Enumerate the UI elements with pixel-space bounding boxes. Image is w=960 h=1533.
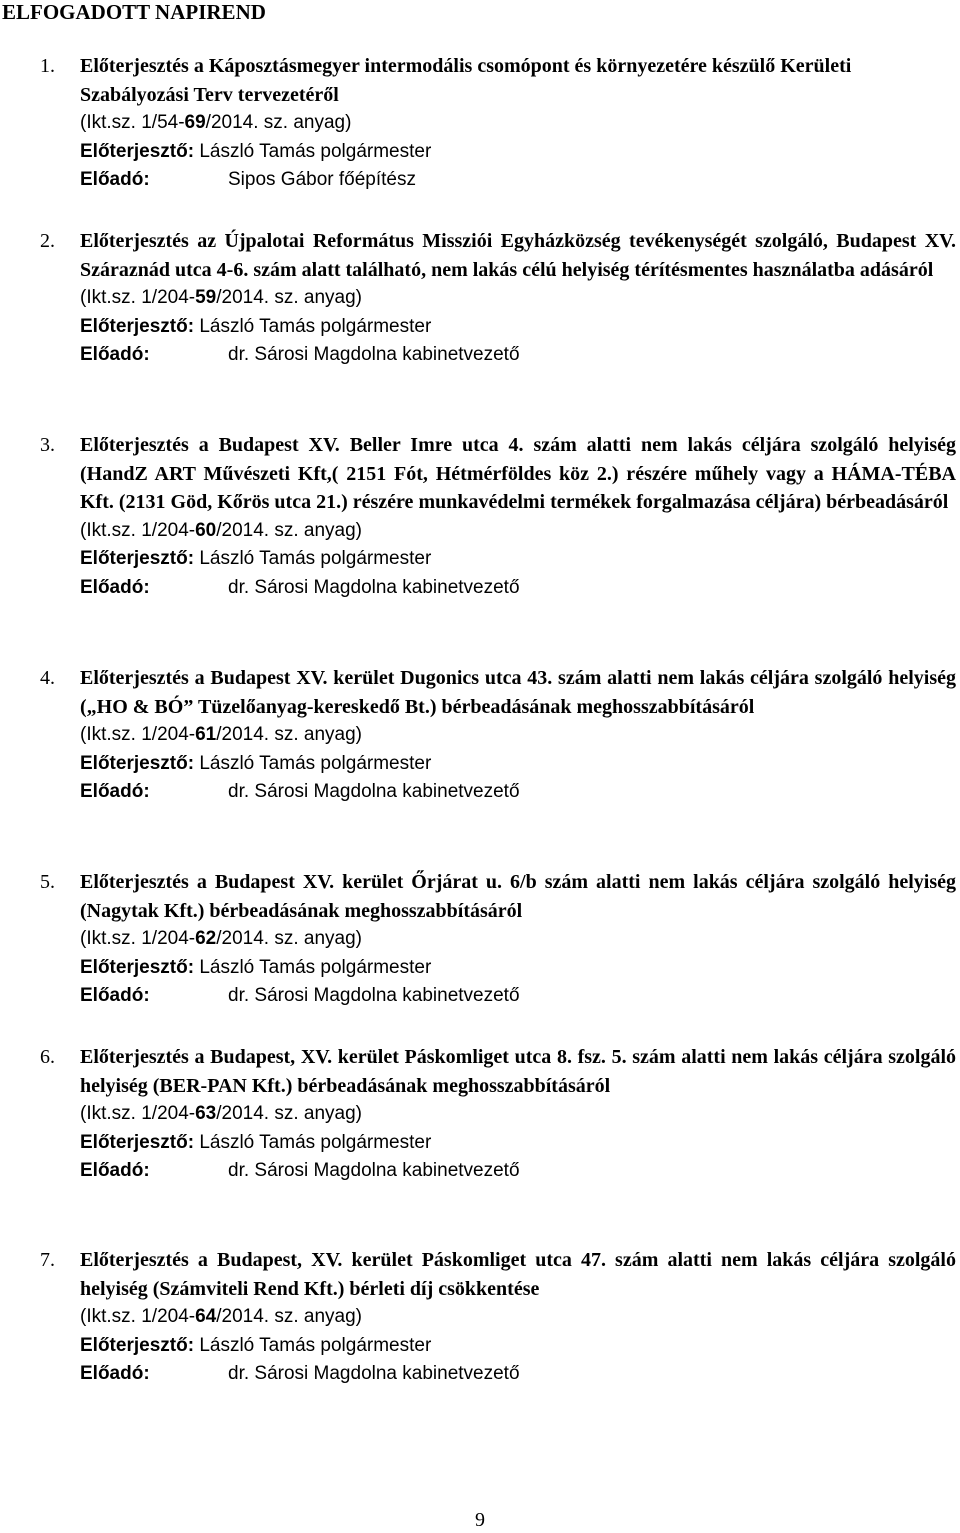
agenda-item-3 (40, 431, 956, 602)
item-presenter (80, 1157, 956, 1186)
ref-prefix: (Ikt.sz. 1/204- (80, 519, 196, 541)
presenter-label: Előadó: (80, 1160, 150, 1181)
ref-number: 63 (195, 1103, 217, 1124)
ref-suffix: /2014. sz. anyag) (216, 1103, 363, 1124)
submitter-label: Előterjesztő: (80, 548, 195, 569)
presenter-label: Előadó: (80, 781, 150, 802)
item-title: Előterjesztés a Budapest XV. Beller Imre utca 4. szám alatti nem lakás céljára szolgáló helyiség (HandZ ART Művészeti Kft,( 2151 Fót, Hétmérföldes köz 2.) részére műhely vagy a HÁMA-TÉBA Kft. (2131 Göd, Kőrös utca 21.) részére munkavédelmi termékek forgalmazása céljára) bérbeadásáról (80, 434, 956, 513)
ref-suffix: /2014. sz. anyag) (205, 112, 352, 133)
item-submitter (80, 138, 956, 167)
item-submitter (80, 545, 956, 574)
agenda-item-2 (40, 227, 956, 370)
item-submitter (80, 313, 956, 342)
page-number: 9 (475, 1509, 485, 1531)
page-heading: ELFOGADOTT NAPIREND (2, 0, 266, 24)
item-number: 3. (40, 434, 55, 456)
ref-suffix: /2014. sz. anyag) (216, 928, 363, 949)
presenter-name: dr. Sárosi Magdolna kabinetvezető (228, 1160, 520, 1181)
presenter-name: dr. Sárosi Magdolna kabinetvezető (228, 1363, 520, 1384)
presenter-label: Előadó: (80, 344, 150, 365)
submitter-name: László Tamás polgármester (199, 1131, 432, 1153)
item-submitter (80, 1332, 956, 1361)
agenda-item-4 (40, 664, 956, 807)
item-number: 5. (40, 871, 55, 893)
item-title: Előterjesztés a Budapest XV. kerület Dugonics utca 43. szám alatti nem lakás céljára szolgáló helyiség („HO & BÓ” Tüzelőanyag-kereskedő Bt.) bérbeadásának meghosszabbításáról (80, 667, 956, 718)
submitter-label: Előterjesztő: (80, 956, 195, 978)
presenter-name: dr. Sárosi Magdolna kabinetvezető (228, 344, 520, 365)
item-title: Előterjesztés az Újpalotai Református Missziói Egyházközség tevékenységét szolgáló, Budapest XV. Száraznád utca 4-6. szám alatt található, nem lakás célú helyiség térítésmentes használatba adásáról (80, 230, 956, 281)
item-reference (80, 284, 956, 313)
item-submitter (80, 750, 956, 779)
agenda-item-7 (40, 1246, 956, 1389)
item-reference (80, 1303, 956, 1332)
ref-suffix: /2014. sz. anyag) (216, 519, 363, 541)
ref-prefix: (Ikt.sz. 1/204- (80, 724, 196, 745)
presenter-name: Sipos Gábor főépítész (228, 169, 416, 190)
ref-number: 69 (184, 112, 206, 133)
item-title: Előterjesztés a Budapest, XV. kerület Páskomliget utca 8. fsz. 5. szám alatti nem lakás céljára szolgáló helyiség (BER-PAN Kft.) bérbeadásának meghosszabbításáról (80, 1046, 956, 1097)
item-number: 1. (40, 55, 55, 77)
submitter-label: Előterjesztő: (80, 752, 195, 774)
item-presenter (80, 341, 956, 370)
submitter-label: Előterjesztő: (80, 315, 195, 337)
item-title: Előterjesztés a Budapest XV. kerület Őrjárat u. 6/b szám alatti nem lakás céljára szolgáló helyiség (Nagytak Kft.) bérbeadásának meghosszabbításáról (80, 871, 956, 922)
ref-prefix: (Ikt.sz. 1/204- (80, 928, 196, 949)
presenter-name: dr. Sárosi Magdolna kabinetvezető (228, 576, 520, 598)
submitter-label: Előterjesztő: (80, 1334, 195, 1356)
agenda-item-1 (40, 52, 956, 195)
item-reference (80, 1100, 956, 1129)
presenter-name: dr. Sárosi Magdolna kabinetvezető (228, 781, 520, 802)
submitter-name: László Tamás polgármester (199, 956, 432, 978)
ref-number: 59 (195, 287, 217, 308)
item-presenter (80, 778, 956, 807)
item-title: Előterjesztés a Budapest, XV. kerület Páskomliget utca 47. szám alatti nem lakás céljára szolgáló helyiség (Számviteli Rend Kft.) bérleti díj csökkentése (80, 1249, 956, 1300)
presenter-name: dr. Sárosi Magdolna kabinetvezető (228, 985, 520, 1006)
submitter-name: László Tamás polgármester (199, 315, 432, 337)
item-presenter (80, 982, 956, 1011)
agenda-item-6 (40, 1043, 956, 1186)
ref-number: 64 (195, 1306, 217, 1327)
item-submitter (80, 1129, 956, 1158)
agenda-item-5 (40, 868, 956, 1011)
ref-suffix: /2014. sz. anyag) (216, 724, 363, 745)
submitter-name: László Tamás polgármester (199, 548, 432, 569)
ref-prefix: (Ikt.sz. 1/204- (80, 287, 196, 308)
ref-number: 61 (195, 724, 217, 745)
ref-suffix: /2014. sz. anyag) (216, 287, 363, 308)
ref-suffix: /2014. sz. anyag) (216, 1306, 363, 1327)
item-number: 6. (40, 1046, 55, 1068)
item-reference (80, 517, 956, 546)
presenter-label: Előadó: (80, 169, 150, 190)
item-reference (80, 721, 956, 750)
ref-number: 62 (195, 928, 217, 949)
submitter-name: László Tamás polgármester (199, 140, 432, 162)
submitter-name: László Tamás polgármester (199, 1334, 432, 1356)
item-presenter (80, 1360, 956, 1389)
submitter-label: Előterjesztő: (80, 140, 195, 162)
ref-prefix: (Ikt.sz. 1/204- (80, 1306, 196, 1327)
item-reference (80, 925, 956, 954)
submitter-name: László Tamás polgármester (199, 752, 432, 774)
presenter-label: Előadó: (80, 1363, 150, 1384)
item-number: 4. (40, 667, 55, 689)
ref-number: 60 (195, 519, 217, 541)
item-number: 7. (40, 1249, 55, 1271)
presenter-label: Előadó: (80, 985, 150, 1006)
submitter-label: Előterjesztő: (80, 1131, 195, 1153)
item-presenter (80, 166, 956, 195)
item-title: Előterjesztés a Káposztásmegyer intermodális csomópont és környezetére készülő Kerületi Szabályozási Terv tervezetéről (80, 55, 852, 106)
ref-prefix: (Ikt.sz. 1/54- (80, 112, 185, 133)
presenter-label: Előadó: (80, 576, 150, 598)
item-number: 2. (40, 230, 55, 252)
item-presenter (80, 574, 956, 603)
item-reference (80, 109, 956, 138)
item-submitter (80, 954, 956, 983)
ref-prefix: (Ikt.sz. 1/204- (80, 1103, 196, 1124)
